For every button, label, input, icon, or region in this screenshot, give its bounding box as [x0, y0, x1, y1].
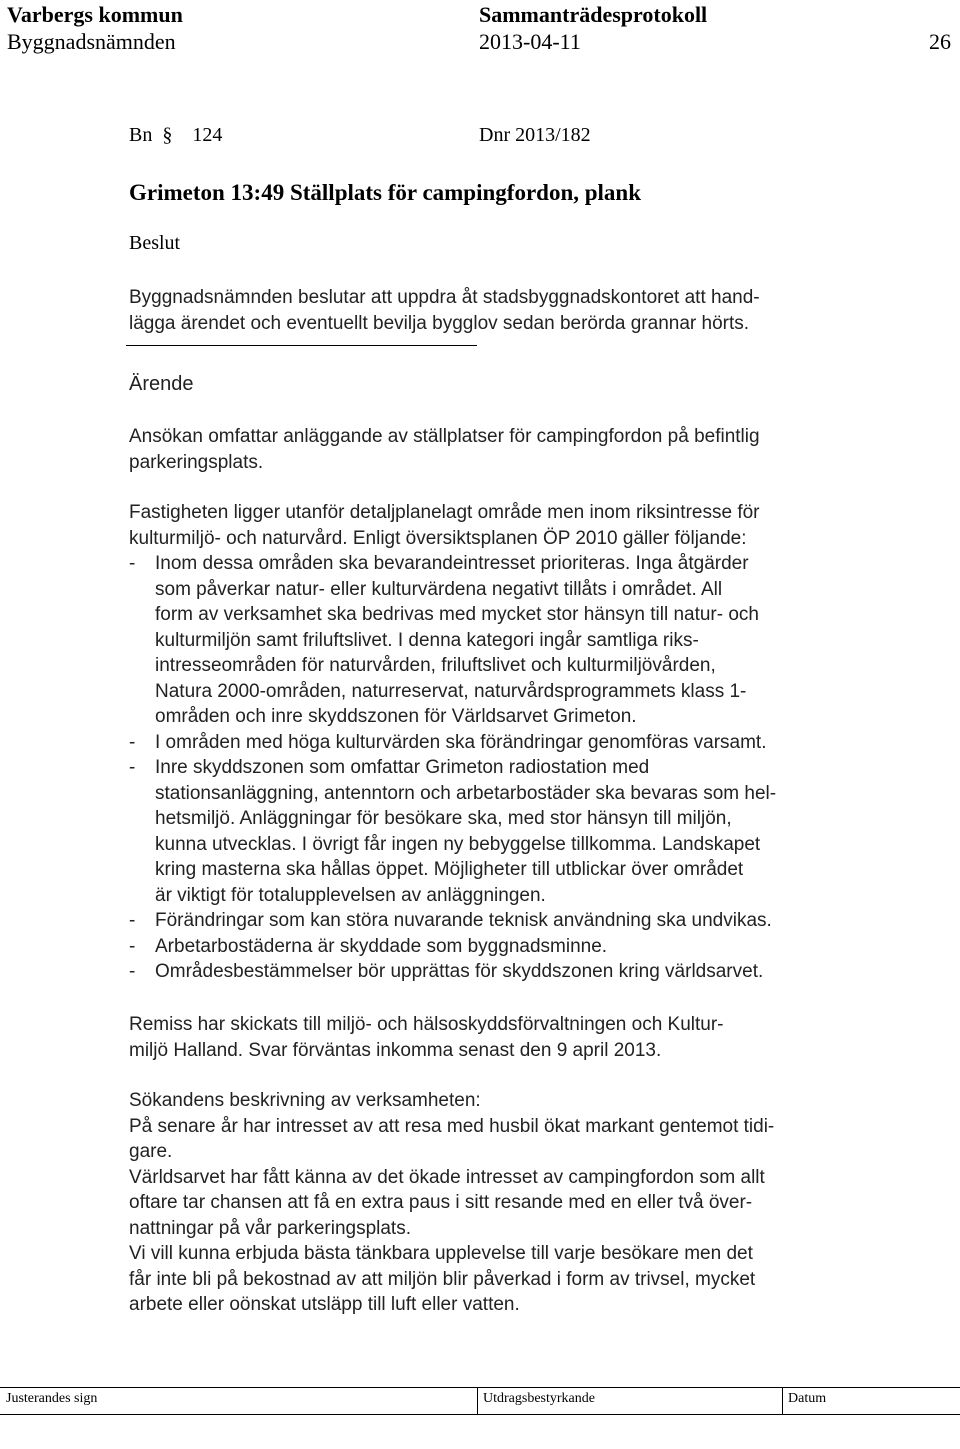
document-type: Sammanträdesprotokoll	[479, 2, 708, 27]
beslut-line: Byggnadsnämnden beslutar att uppdra åt stadsbyggnadskontoret att hand-	[129, 287, 760, 308]
text-line: oftare tar chansen att få en extra paus i sitt resande med en eller två över-	[129, 1192, 753, 1213]
footer-label: Datum	[788, 1391, 827, 1406]
footer-label: Utdragsbestyrkande	[483, 1391, 595, 1406]
case-bn-number: 124	[192, 124, 223, 146]
case-title: Grimeton 13:49 Ställplats för campingfordon, plank	[129, 180, 641, 205]
arende-heading: Ärende	[129, 373, 194, 395]
list-dash: -	[129, 553, 136, 574]
section-sign: §	[157, 124, 173, 146]
committee-name: Byggnadsnämnden	[7, 29, 176, 54]
list-dash: -	[129, 757, 136, 778]
text-line: Remiss har skickats till miljö- och hälsoskyddsförvaltningen och Kultur-	[129, 1014, 724, 1035]
text-line: Världsarvet har fått känna av det ökade intresset av campingfordon som allt	[129, 1166, 765, 1188]
text-line: kring masterna ska hållas öppet. Möjligheter till utblickar över området	[155, 859, 744, 880]
text-line: som påverkar natur- eller kulturvärdena negativt tillåts i området. All	[155, 578, 723, 600]
list-dash: -	[129, 910, 136, 931]
list-item	[129, 551, 776, 730]
list-dash: -	[129, 935, 136, 957]
arende-paragraph-1	[129, 424, 760, 475]
text-line: arbete eller oönskat utsläpp till luft eller vatten.	[129, 1294, 520, 1315]
text-line: I områden med höga kulturvärden ska förändringar genomföras varsamt.	[155, 731, 767, 753]
beslut-text	[129, 285, 760, 336]
text-line: miljö Halland. Svar förväntas inkomma senast den 9 april 2013.	[129, 1039, 662, 1061]
case-bn-label: Bn	[129, 124, 153, 146]
section-divider	[126, 345, 477, 346]
text-line: På senare år har intresset av att resa med husbil ökat markant gentemot tidi-	[129, 1115, 775, 1137]
list-item	[129, 730, 776, 756]
list-item	[129, 908, 776, 934]
text-line: form av verksamhet ska bedrivas med mycket stor hänsyn till natur- och	[155, 604, 760, 625]
text-line: Arbetarbostäderna är skyddade som byggnadsminne.	[155, 935, 608, 957]
case-bn	[129, 124, 222, 147]
text-line: är viktigt för totalupplevelsen av anläggningen.	[155, 884, 546, 906]
text-line: intresseområden för naturvården, friluftslivet och kulturmiljövården,	[155, 655, 716, 676]
text-line: hetsmiljö. Anläggningar för besökare ska, med stor hänsyn till miljön,	[155, 808, 732, 829]
arende-paragraph-2	[129, 500, 760, 551]
text-line: områden och inre skyddszonen för Världsarvet Grimeton.	[155, 706, 637, 727]
case-dnr: Dnr 2013/182	[479, 124, 591, 146]
text-line: kunna utvecklas. I övrigt får ingen ny bebyggelse tillkomma. Landskapet	[155, 833, 761, 855]
text-line: Inre skyddszonen som omfattar Grimeton radiostation med	[155, 757, 650, 778]
text-line: stationsanläggning, antenntorn och arbetarbostäder ska bevaras som hel-	[155, 782, 777, 804]
footer-cell-utdrag	[477, 1388, 783, 1414]
footer-cell-justerandes	[0, 1388, 478, 1414]
text-line: nattningar på vår parkeringsplats.	[129, 1217, 411, 1239]
op-list	[129, 551, 776, 985]
list-item	[129, 755, 776, 908]
text-line: Ansökan omfattar anläggande av ställplatser för campingfordon på befintlig	[129, 426, 760, 447]
text-line: Sökandens beskrivning av verksamheten:	[129, 1090, 481, 1111]
arende-paragraph-4	[129, 1088, 774, 1318]
footer-label: Justerandes sign	[6, 1391, 98, 1406]
text-line: Områdesbestämmelser bör upprättas för skyddszonen kring världsarvet.	[155, 961, 764, 982]
list-dash: -	[129, 731, 136, 753]
beslut-heading: Beslut	[129, 232, 181, 254]
text-line: kulturmiljö- och naturvård. Enligt översiktsplanen ÖP 2010 gäller följande:	[129, 527, 747, 549]
footer-cell-datum	[782, 1388, 959, 1414]
signature-footer	[0, 1387, 960, 1415]
text-line: Vi vill kunna erbjuda bästa tänkbara upplevelse till varje besökare men det	[129, 1243, 753, 1264]
organization-name: Varbergs kommun	[7, 2, 183, 27]
list-item	[129, 959, 776, 985]
text-line: Natura 2000-områden, naturreservat, naturvårdsprogrammets klass 1-	[155, 680, 747, 702]
text-line: får inte bli på bekostnad av att miljön blir påverkad i form av trivsel, mycket	[129, 1268, 756, 1290]
list-dash: -	[129, 961, 136, 982]
text-line: parkeringsplats.	[129, 451, 264, 473]
text-line: kulturmiljön samt friluftslivet. I denna kategori ingår samtliga riks-	[155, 629, 699, 651]
beslut-line: lägga ärendet och eventuellt bevilja bygglov sedan berörda grannar hörts.	[129, 312, 750, 334]
list-item	[129, 934, 776, 960]
text-line: gare.	[129, 1141, 173, 1162]
arende-paragraph-3	[129, 1012, 724, 1063]
meeting-date: 2013-04-11	[479, 29, 581, 54]
text-line: Fastigheten ligger utanför detaljplanelagt område men inom riksintresse för	[129, 502, 760, 523]
page-number: 26	[929, 29, 951, 54]
text-line: Förändringar som kan störa nuvarande teknisk användning ska undvikas.	[155, 910, 772, 931]
text-line: Inom dessa områden ska bevarandeintresset prioriteras. Inga åtgärder	[155, 553, 749, 574]
